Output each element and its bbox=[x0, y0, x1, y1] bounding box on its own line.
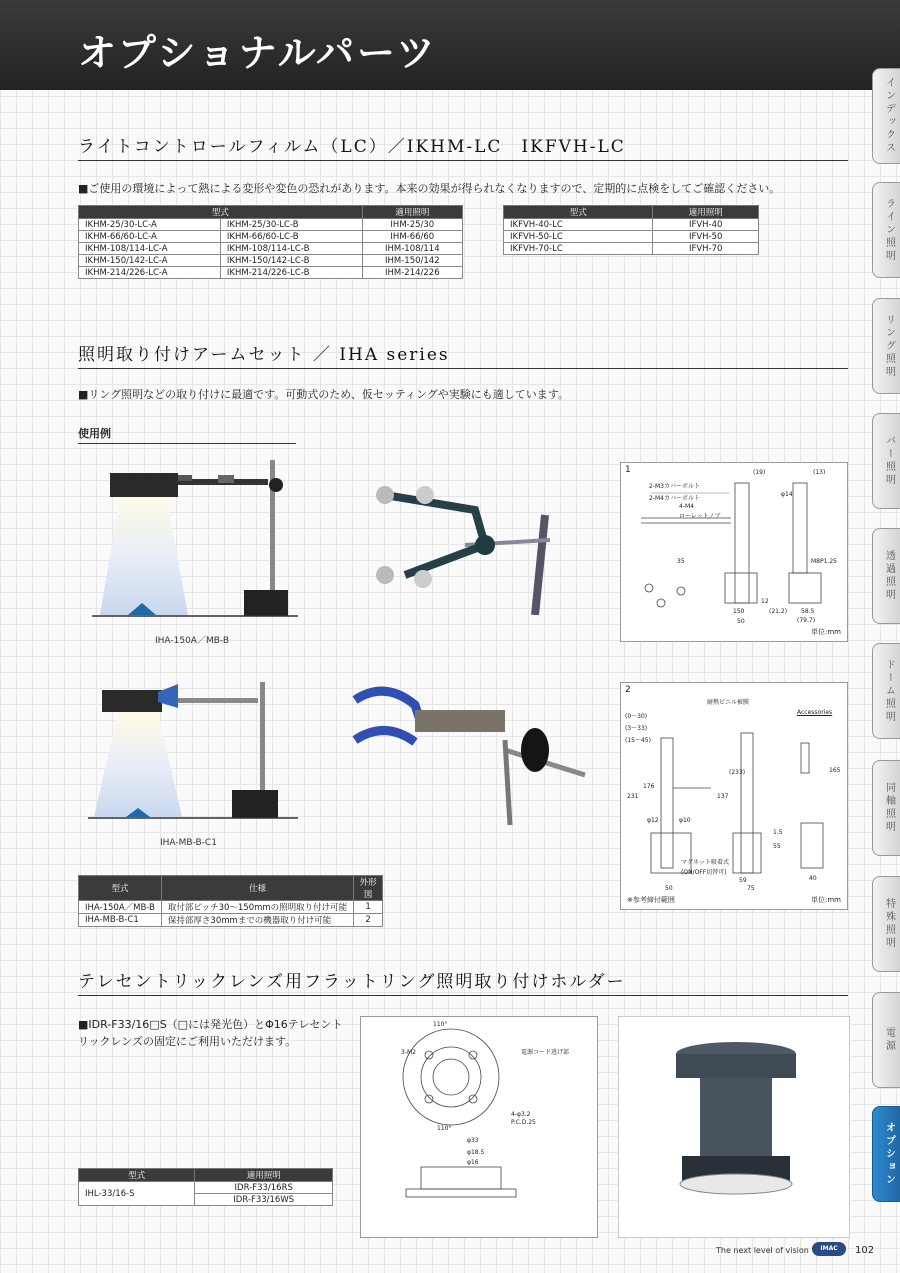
tab-ring-light[interactable] bbox=[872, 298, 900, 394]
cell: IKFVH-40-LC bbox=[504, 219, 653, 231]
drawing-label: (21.2) bbox=[769, 608, 788, 615]
drawing-label: 35 bbox=[677, 558, 685, 565]
table-header: 適用照明 bbox=[653, 206, 759, 219]
drawing-label: φ18.5 bbox=[467, 1149, 485, 1156]
table-header: 外形図 bbox=[354, 876, 383, 901]
section2-note: ■リング照明などの取り付けに最適です。可動式のため、仮セッティングや実験にも適しています。 bbox=[78, 388, 569, 401]
tab-label: 特殊照明 bbox=[883, 898, 895, 950]
cell: IKHM-150/142-LC-A bbox=[79, 255, 221, 267]
cell: 1 bbox=[354, 901, 383, 914]
cell: IKHM-66/60-LC-B bbox=[220, 231, 362, 243]
drawing-label: (79.7) bbox=[797, 617, 816, 624]
footer-tagline: The next level of vision bbox=[716, 1246, 809, 1255]
drawing-label: 231 bbox=[627, 793, 639, 800]
section3-description: ■IDR-F33/16□S（□には発光色）とΦ16テレセントリックレンズの固定にご利用いただけます。 bbox=[78, 1018, 343, 1048]
table-row bbox=[79, 914, 383, 927]
table-header: 適用照明 bbox=[195, 1169, 333, 1182]
tab-label: ライン照明 bbox=[883, 197, 895, 263]
drawing-label: 55 bbox=[773, 843, 781, 850]
drawing-label: φ16 bbox=[467, 1159, 479, 1166]
table-row bbox=[504, 243, 759, 255]
tab-label: インデックス bbox=[883, 77, 895, 155]
brand-logo: IMAC bbox=[812, 1242, 846, 1256]
table-header: 型式 bbox=[504, 206, 653, 219]
drawing-label: 59 bbox=[739, 877, 747, 884]
drawing-label: 137 bbox=[717, 793, 729, 800]
lc-table-ikfvh bbox=[503, 205, 759, 255]
drawing-label: (13) bbox=[813, 469, 826, 476]
cell: 2 bbox=[354, 914, 383, 927]
drawing-label: 12 bbox=[761, 598, 769, 605]
holder-drawing bbox=[360, 1016, 598, 1238]
tab-label: 電源 bbox=[883, 1027, 895, 1053]
lc-table-ikhm bbox=[78, 205, 463, 279]
tab-power[interactable] bbox=[872, 992, 900, 1088]
drawing-label: 110° bbox=[437, 1125, 452, 1132]
holder-photo bbox=[618, 1016, 850, 1238]
drawing-label: 176 bbox=[643, 783, 655, 790]
drawing-label: φ10 bbox=[679, 817, 691, 824]
tab-backlight[interactable] bbox=[872, 528, 900, 624]
tab-label: 透過照明 bbox=[883, 550, 895, 602]
drawing-number: 2 bbox=[625, 685, 631, 695]
arm-illustration-2 bbox=[88, 672, 308, 827]
cell: IFVH-50 bbox=[653, 231, 759, 243]
drawing-number: 1 bbox=[625, 465, 631, 475]
reference-note: ※参考締付範囲 bbox=[627, 896, 675, 904]
drawing-label: (ON/OFF切替可) bbox=[681, 869, 727, 876]
tab-dome-light[interactable] bbox=[872, 643, 900, 739]
dimension-drawing-1 bbox=[620, 462, 848, 642]
drawing-label: (3～33) bbox=[625, 725, 648, 732]
table-header: 適用照明 bbox=[362, 206, 462, 219]
table-row bbox=[504, 231, 759, 243]
cell: 保持部厚さ30mmまでの機器取り付け可能 bbox=[161, 914, 353, 927]
table-row bbox=[79, 243, 463, 255]
cell: IFVH-40 bbox=[653, 219, 759, 231]
cell: IKHM-108/114-LC-A bbox=[79, 243, 221, 255]
iha-table bbox=[78, 875, 383, 927]
drawing-label: 40 bbox=[809, 875, 817, 882]
cell: IHM-108/114 bbox=[362, 243, 462, 255]
drawing-label: (233) bbox=[729, 769, 746, 776]
side-navigation bbox=[872, 0, 900, 1273]
drawing-label: マグネット吸着式 bbox=[681, 859, 729, 866]
cell: IDR-F33/16WS bbox=[195, 1194, 333, 1206]
cell: IKHM-25/30-LC-A bbox=[79, 219, 221, 231]
tab-label: 同軸照明 bbox=[883, 782, 895, 834]
page-title: オプショナルパーツ bbox=[78, 30, 438, 75]
drawing-label: (19) bbox=[753, 469, 766, 476]
cell: IHM-25/30 bbox=[362, 219, 462, 231]
table-row bbox=[79, 901, 383, 914]
unit-label: 単位:mm bbox=[811, 896, 841, 904]
tab-index[interactable] bbox=[872, 68, 900, 164]
drawing-label: P.C.D.25 bbox=[511, 1119, 536, 1126]
cell: IHL-33/16-S bbox=[79, 1182, 195, 1206]
cell: IDR-F33/16RS bbox=[195, 1182, 333, 1194]
cell: IKHM-66/60-LC-A bbox=[79, 231, 221, 243]
arm-photo-2 bbox=[345, 680, 595, 830]
drawing-label: 4-φ3.2 bbox=[511, 1111, 531, 1118]
cell: IKFVH-70-LC bbox=[504, 243, 653, 255]
drawing-label: 110° bbox=[433, 1021, 448, 1028]
table-row bbox=[79, 255, 463, 267]
cell: IHM-214/226 bbox=[362, 267, 462, 279]
section-title-lc: ライトコントロールフィルム（LC）／IKHM-LC IKFVH-LC bbox=[78, 132, 848, 161]
arm-illustration-1 bbox=[78, 445, 308, 625]
drawing-label: Accessories bbox=[797, 709, 833, 716]
cell: IHA-MB-B-C1 bbox=[79, 914, 162, 927]
unit-label: 単位:mm bbox=[811, 628, 841, 636]
drawing-label: (15～45) bbox=[625, 737, 651, 744]
drawing-label: 耐熱ビニル被膜 bbox=[707, 699, 750, 706]
drawing-label: 1.5 bbox=[773, 829, 783, 836]
table-row bbox=[79, 219, 463, 231]
section1-note: ■ご使用の環境によって熱による変形や変色の恐れがあります。本来の効果が得られなくなりますので、定期的に点検をしてご確認ください。 bbox=[78, 182, 781, 195]
tab-label: ドーム照明 bbox=[883, 658, 895, 724]
tab-line-light[interactable] bbox=[872, 182, 900, 278]
drawing-label: 58.5 bbox=[801, 608, 815, 615]
arm-photo-1 bbox=[345, 465, 595, 615]
drawing-label: 4-M4 bbox=[679, 503, 694, 510]
cell: IHM-66/60 bbox=[362, 231, 462, 243]
tab-coaxial-light[interactable] bbox=[872, 760, 900, 856]
drawing-label: M8P1.25 bbox=[811, 558, 837, 565]
table-row bbox=[79, 267, 463, 279]
drawing-label: 75 bbox=[747, 885, 755, 892]
drawing-label: 電源コード逃げ部 bbox=[521, 1049, 570, 1056]
drawing-label: 2-M3カバーボルト bbox=[649, 483, 700, 490]
cell: IKHM-214/226-LC-A bbox=[79, 267, 221, 279]
drawing-label: 150 bbox=[733, 608, 745, 615]
cell: IKHM-214/226-LC-B bbox=[220, 267, 362, 279]
table-row bbox=[79, 1182, 333, 1194]
drawing-label: φ12 bbox=[647, 817, 659, 824]
cell: IKFVH-50-LC bbox=[504, 231, 653, 243]
table-header: 型式 bbox=[79, 206, 363, 219]
drawing-label: 2-M4カバーボルト bbox=[649, 495, 700, 502]
drawing-label: ローレットノブ bbox=[679, 513, 721, 520]
drawing-label: φ14 bbox=[781, 491, 793, 498]
dimension-drawing-2 bbox=[620, 682, 848, 910]
cell: IHA-150A／MB-B bbox=[79, 901, 162, 914]
cell: IKHM-108/114-LC-B bbox=[220, 243, 362, 255]
cell: IHM-150/142 bbox=[362, 255, 462, 267]
table-row bbox=[504, 219, 759, 231]
table-row bbox=[79, 231, 463, 243]
drawing-label: 165 bbox=[829, 767, 841, 774]
section-title-iha: 照明取り付けアームセット ／ IHA series bbox=[78, 340, 848, 369]
drawing-label: 50 bbox=[737, 618, 745, 625]
tab-options[interactable] bbox=[872, 1106, 900, 1202]
usage-example-label: 使用例 bbox=[78, 425, 296, 444]
cell: IKHM-25/30-LC-B bbox=[220, 219, 362, 231]
page-number: 102 bbox=[855, 1245, 875, 1256]
section-title-holder: テレセントリックレンズ用フラットリング照明取り付けホルダー bbox=[78, 967, 848, 996]
drawing-label: φ33 bbox=[467, 1137, 479, 1144]
cell: IKHM-150/142-LC-B bbox=[220, 255, 362, 267]
tab-label: オプション bbox=[883, 1121, 895, 1187]
caption-iha-150a: IHA-150A／MB-B bbox=[155, 636, 230, 646]
table-header: 型式 bbox=[79, 876, 162, 901]
table-header: 仕様 bbox=[161, 876, 353, 901]
drawing-label: (0～30) bbox=[625, 713, 648, 720]
tab-label: バー照明 bbox=[883, 435, 895, 487]
drawing-label: 3-M2 bbox=[401, 1049, 416, 1056]
page-header bbox=[0, 0, 900, 90]
table-header: 型式 bbox=[79, 1169, 195, 1182]
tab-bar-light[interactable] bbox=[872, 413, 900, 509]
drawing-label: 50 bbox=[665, 885, 673, 892]
holder-table bbox=[78, 1168, 333, 1206]
tab-special-light[interactable] bbox=[872, 876, 900, 972]
caption-iha-mb-b-c1: IHA-MB-B-C1 bbox=[160, 838, 217, 848]
tab-label: リング照明 bbox=[883, 313, 895, 379]
cell: 取付部ピッチ30～150mmの照明取り付け可能 bbox=[161, 901, 353, 914]
cell: IFVH-70 bbox=[653, 243, 759, 255]
